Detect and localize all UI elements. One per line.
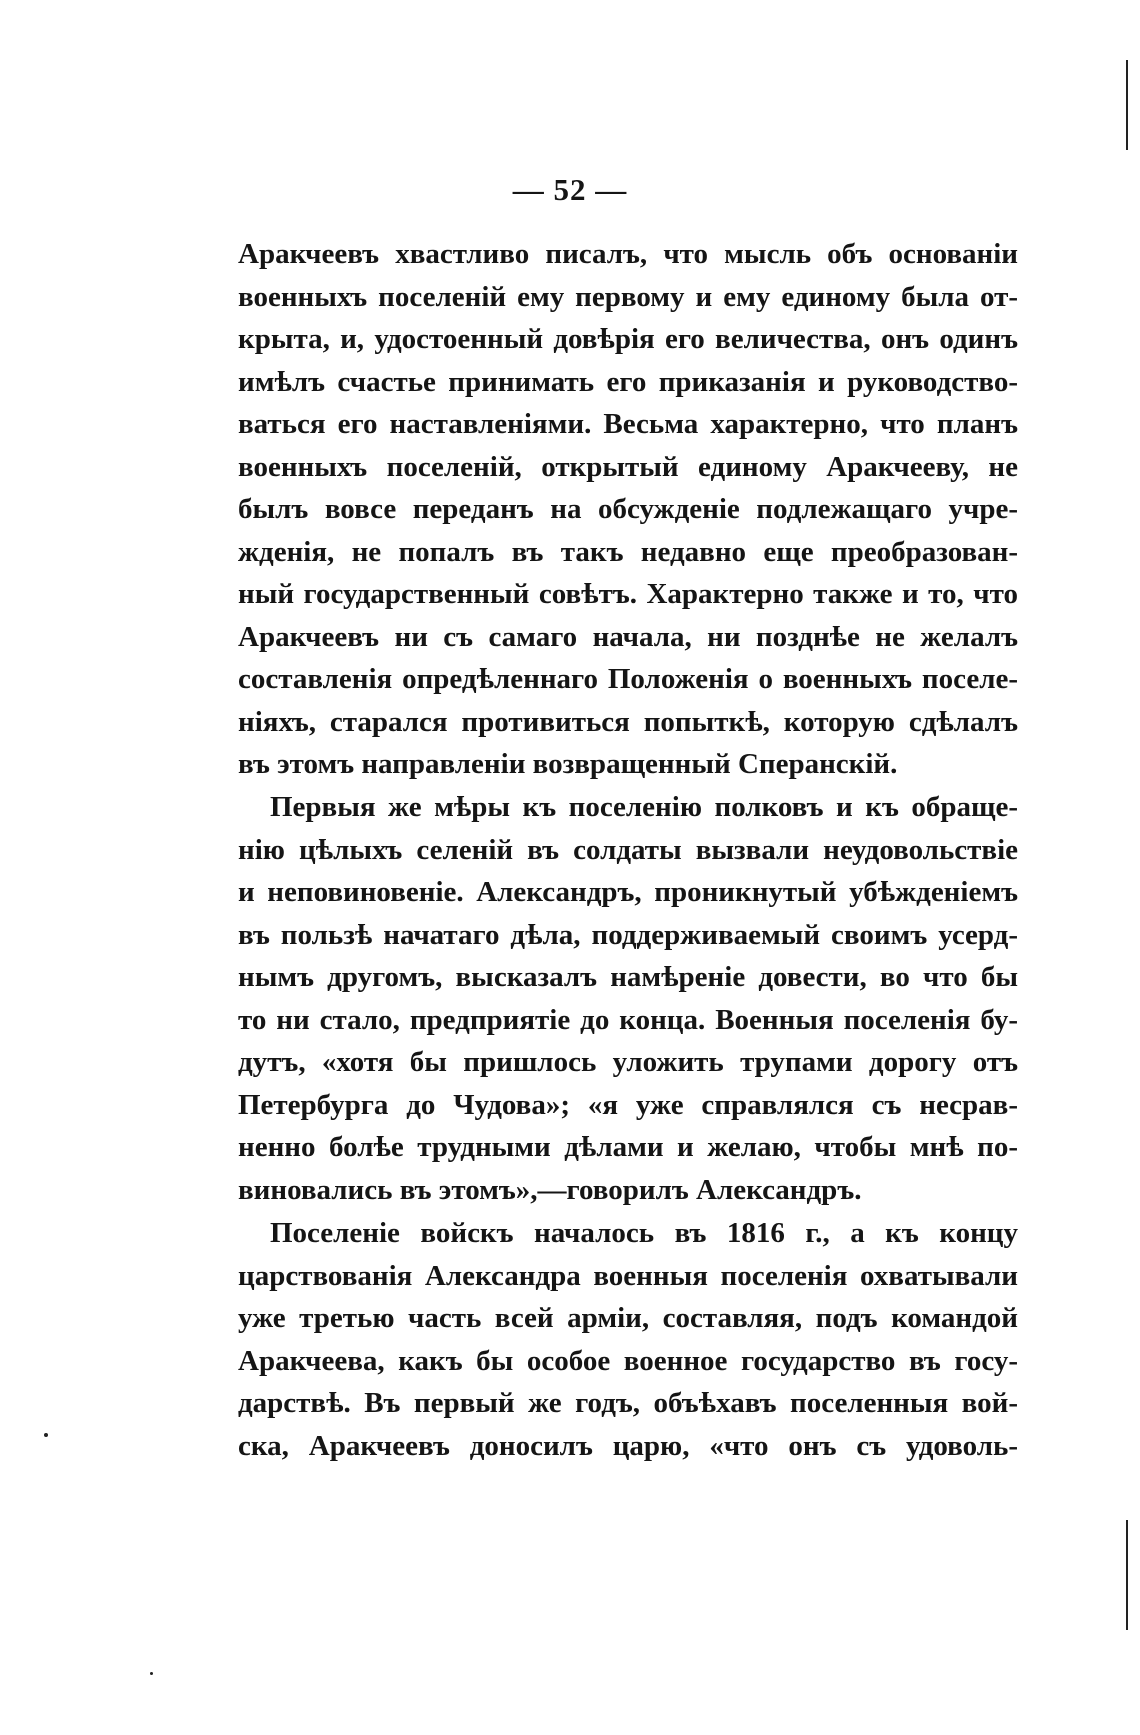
- text-line: ваться его наставленiями. Весьма характерно, что планъ: [238, 408, 1018, 440]
- scan-speck: [150, 1672, 153, 1675]
- text-line: дутъ, «хотя бы пришлось уложить трупами дорогу отъ: [238, 1046, 1018, 1078]
- text-line: составленiя опредѣленнаго Положенiя о военныхъ поселе-: [238, 663, 1018, 695]
- text-line: уже третью часть всей армiи, составляя, подъ командой: [238, 1302, 1018, 1334]
- text-line: имѣлъ счастье принимать его приказанiя и руководство-: [238, 365, 1018, 398]
- text-line: Петербурга до Чудова»; «я уже справлялся съ несрав-: [238, 1088, 1018, 1121]
- paragraph-2: [238, 786, 1018, 1211]
- text-line: военныхъ поселенiй, открытый единому Аракчееву, не: [238, 450, 1018, 483]
- text-line: ненно болѣе трудными дѣлами и желаю, чтобы мнѣ по-: [238, 1131, 1018, 1163]
- text-line: ска, Аракчеевъ доносилъ царю, «что онъ съ удоволь-: [238, 1429, 1018, 1462]
- page-edge-mark: [1126, 60, 1128, 150]
- text-line: нiяхъ, старался противиться попыткѣ, которую сдѣлалъ: [238, 705, 1018, 738]
- text-line: Аракчеева, какъ бы особое военное государство въ госу-: [238, 1344, 1018, 1377]
- text-line: въ этомъ направленiи возвращенный Сперанскiй.: [238, 748, 898, 780]
- text-line: ный государственный совѣтъ. Характерно также и то, что: [238, 578, 1018, 610]
- text-line: Аракчеевъ ни съ самаго начала, ни позднѣе не желалъ: [238, 620, 1018, 653]
- paragraph-1: [238, 233, 1018, 786]
- page-number: — 52 —: [512, 172, 628, 207]
- text-line: въ пользѣ начатаго дѣла, поддерживаемый своимъ усерд-: [238, 918, 1018, 951]
- scan-speck: [44, 1433, 48, 1437]
- text-line: Поселенiе войскъ началось въ 1816 г., а къ концу: [270, 1217, 1018, 1249]
- paragraph-3: [238, 1212, 1018, 1467]
- text-line: нiю цѣлыхъ селенiй въ солдаты вызвали неудовольствiе: [238, 833, 1018, 866]
- text-line: Аракчеевъ хвастливо писалъ, что мысль объ основанiи: [238, 238, 1018, 270]
- text-line: то ни стало, предприятiе до конца. Военныя поселенiя бу-: [238, 1003, 1018, 1036]
- text-line: царствованiя Александра военныя поселенiя охватывали: [238, 1259, 1018, 1292]
- text-line: жденiя, не попалъ въ такъ недавно еще преобразован-: [238, 535, 1018, 568]
- text-line: виновались въ этомъ»,—говорилъ Александръ.: [238, 1173, 862, 1206]
- page-edge-mark: [1126, 1520, 1128, 1630]
- text-line: Первыя же мѣры къ поселенiю полковъ и къ обраще-: [270, 791, 1018, 823]
- text-line: дарствѣ. Въ первый же годъ, объѣхавъ поселенныя вой-: [238, 1387, 1018, 1419]
- text-line: и неповиновенiе. Александръ, проникнутый убѣжденiемъ: [238, 876, 1018, 908]
- text-line: былъ вовсе переданъ на обсужденiе подлежащаго учре-: [238, 493, 1018, 525]
- text-line: нымъ другомъ, высказалъ намѣренiе довести, во что бы: [238, 961, 1018, 993]
- text-line: военныхъ поселенiй ему первому и ему единому была от-: [238, 280, 1018, 313]
- text-line: крыта, и, удостоенный довѣрiя его величества, онъ одинъ: [238, 323, 1018, 355]
